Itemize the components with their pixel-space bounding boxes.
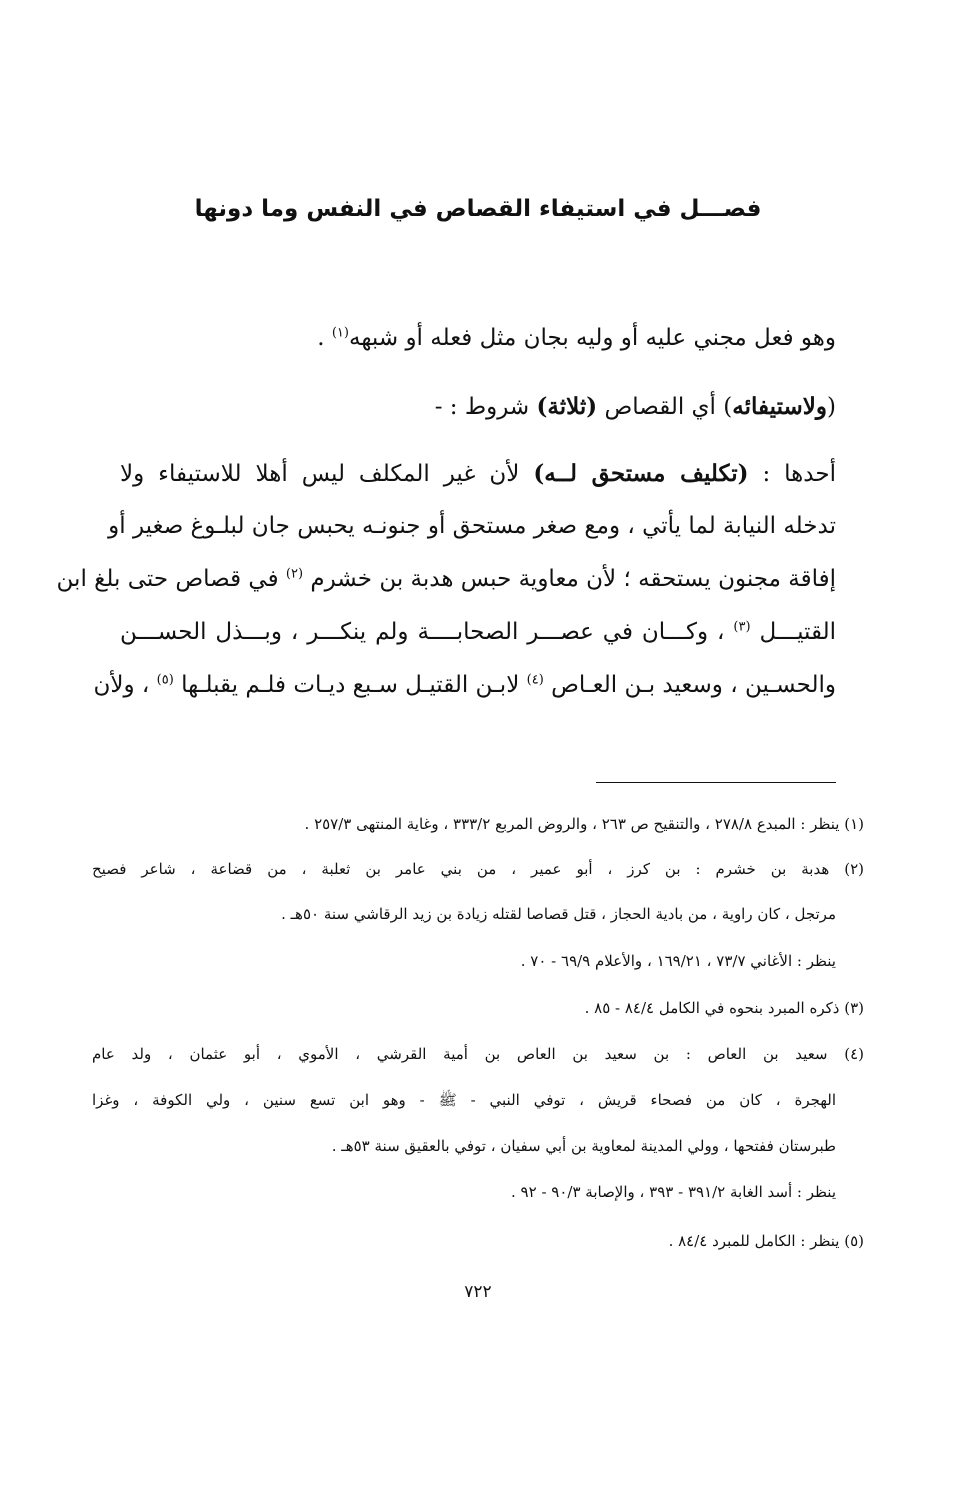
footnote-2-line-1: (٢) هدبة بن خشرم : بن كرز ، أبو عمير ، من بني عامر بن ثعلبة ، من قضاعة ، شاعر فصيح — [92, 860, 864, 878]
footnote-2-line-2: مرتجل ، كان راوية ، من بادية الحجاز ، قتل قصاصا لقتله زيادة بن زيد الرقاشي سنة ٥٠هـ . — [281, 905, 836, 923]
footnote-ref-3: (٣) — [733, 619, 751, 635]
body-line-3 — [120, 460, 836, 487]
footnote-4-line-3: طبرستان ففتحها ، وولي المدينة لمعاوية بن أبي سفيان ، توفي بالعقيق سنة ٥٣هـ . — [331, 1137, 836, 1155]
body-text: والحسـين ، وسعيد بـن العـاص — [543, 672, 836, 698]
body-line-4: تدخله النيابة لما يأتي ، ومع صغر مستحق أو جنونـه يحبس جان لبلـوغ صغير أو — [108, 513, 836, 539]
body-text: إفاقة مجنون يستحقه ؛ لأن معاوية حبس هدبة بن خشرم — [303, 566, 836, 592]
body-line-7 — [93, 672, 836, 698]
body-text: في قصاص حتى بلغ ابن — [56, 566, 286, 592]
footnote-ref-4: (٤) — [526, 672, 544, 688]
body-text: القتيـــل — [750, 619, 836, 645]
footnote-4-line-4: ينظر : أسد الغابة ٣٩١/٢ - ٣٩٣ ، والإصابة ٩٠/٣ - ٩٢ . — [511, 1183, 836, 1201]
bold-term: (ثلاثة) — [536, 393, 598, 420]
footnote-5: (٥) ينظر : الكامل للمبرد ٨٤/٤ . — [668, 1232, 864, 1250]
bold-term: ولاستيفائه — [732, 393, 828, 420]
page-number: ٧٢٢ — [464, 1282, 492, 1302]
body-text: شروط : - — [434, 394, 537, 420]
footnote-ref-5: (٥) — [156, 672, 174, 688]
body-text: ، ولأن — [93, 672, 157, 698]
body-line-6 — [120, 619, 836, 645]
body-text: لأن غير المكلف ليس أهلا للاستيفاء ولا — [120, 461, 534, 487]
bold-term: (تكليف مستحق لــه) — [533, 460, 749, 487]
footnote-1: (١) ينظر : المبدع ٢٧٨/٨ ، والتنقيح ص ٢٦٣ ، والروض المربع ٣٣٣/٢ ، وغاية المنتهى ٢٥٧/٣ . — [304, 815, 864, 833]
body-line-1 — [317, 325, 836, 351]
body-text: ، وكـــان في عصـــر الصحابــــة ولم ينكـــر ، وبـــذل الحســـن — [120, 619, 734, 645]
section-title: فصـــل في استيفاء القصاص في النفس وما دونها — [194, 196, 762, 222]
body-text: أحدها : — [748, 461, 836, 487]
body-text: . — [317, 325, 332, 351]
footnote-ref-2: (٢) — [285, 566, 304, 582]
footnote-3: (٣) ذكره المبرد بنحوه في الكامل ٨٤/٤ - ٨٥ . — [584, 999, 864, 1017]
footnote-separator — [596, 782, 836, 783]
body-text: ( — [827, 394, 836, 420]
footnote-ref-1: (١) — [331, 325, 349, 341]
footnote-4-line-2: الهجرة ، كان من فصحاء قريش ، توفي النبي - ﷺ - وهو ابن تسع سنين ، ولي الكوفة ، وغزا — [92, 1091, 836, 1109]
body-text: وهو فعل مجني عليه أو وليه بجان مثل فعله أو شبهه — [348, 325, 836, 351]
body-text: ) — [723, 394, 733, 420]
body-line-2 — [435, 393, 836, 420]
body-text: لابـن القتيـل سـبع ديـات فلـم يقبلـها — [173, 672, 527, 698]
footnote-4-line-1: (٤) سعيد بن العاص : بن سعيد بن العاص بن أمية القرشي ، الأموي ، أبو عثمان ، ولد عام — [92, 1045, 864, 1063]
footnote-2-line-3: ينظر : الأغاني ٧٣/٧ ، ١٦٩/٢١ ، والأعلام ٦٩/٩ - ٧٠ . — [520, 952, 836, 970]
body-line-5 — [56, 566, 836, 592]
body-text: أي القصاص — [597, 394, 724, 420]
